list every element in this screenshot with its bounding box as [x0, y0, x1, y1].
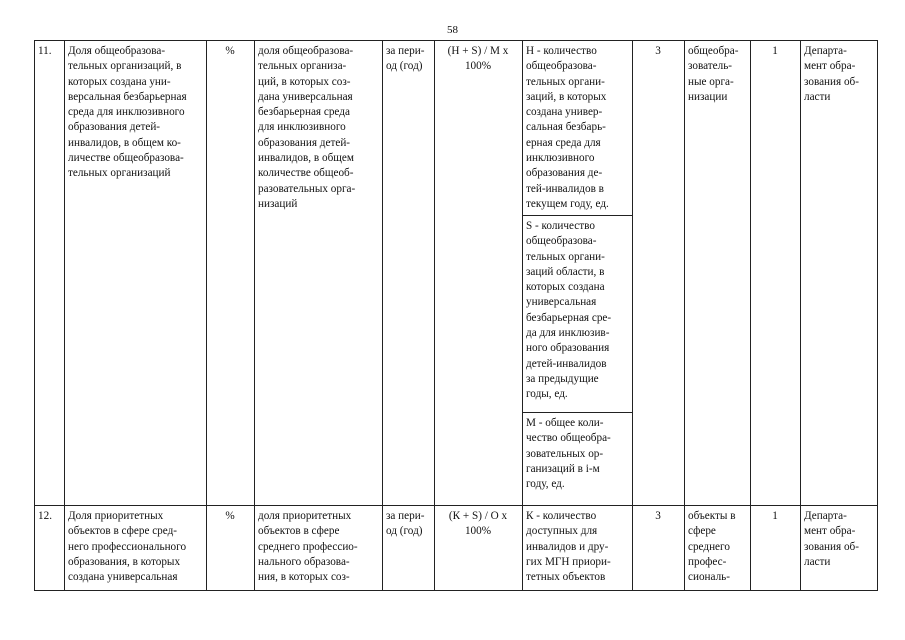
row-number: 12. — [38, 510, 52, 522]
component-divider — [522, 215, 633, 216]
indicator-name: Доля общеобразова- тельных организаций, в которых создана уни- версальная безбарьерная среда для инклюзивного образования детей- инвалидов, в общем ко- личестве общеобразова- тельных организаций — [68, 45, 187, 180]
column-border — [34, 40, 35, 590]
column-border — [800, 40, 801, 590]
indicator-definition: доля общеобразова- тельных организа- ций, в которых соз- дана универсальная безбарьерная среда для инклюзивного образования детей- инвалидов, в общем количестве общеоб- разовательных орга- низаций — [258, 45, 356, 210]
column-border — [434, 40, 435, 590]
column-border — [750, 40, 751, 590]
component-divider — [522, 412, 633, 413]
period-cell: за пери- од (год) — [386, 510, 425, 538]
unit-cell: % — [225, 45, 235, 57]
unit-cell: % — [225, 510, 235, 522]
observation-object: общеобра- зователь- ные орга- низации — [688, 45, 739, 103]
observation-object: объекты в сфере среднего профес- сиональ- — [688, 510, 736, 584]
formula-component: К - количество доступных для инвалидов и дру- гих МГН приори- тетных объектов — [526, 510, 611, 584]
formula-component: S - количество общеобразова- тельных органи- заций области, в которых создана универсальная безбарьерная сре- да для инклюзив- ного образования детей-инвалидов за предыдущие годы, ед. — [526, 220, 612, 401]
method-cell: 3 — [655, 45, 661, 57]
column-border — [522, 40, 523, 590]
responsible-body: Департа- мент обра- зования об- ласти — [804, 45, 859, 103]
column-border — [254, 40, 255, 590]
row-border — [34, 590, 878, 591]
indicator-definition: доля приоритетных объектов в сфере среднего профессио- нального образова- ния, в которых соз- — [258, 510, 358, 584]
formula-cell: (К + S) / О х 100% — [448, 510, 508, 538]
indicator-name: Доля приоритетных объектов в сфере сред- него профессионального образования, в которых создана универсальная — [68, 510, 187, 584]
column-border — [877, 40, 878, 590]
row-number: 11. — [38, 45, 52, 57]
frequency-cell: 1 — [772, 45, 778, 57]
page-number: 58 — [447, 24, 458, 36]
formula-component: Н - количество общеобразова- тельных органи- заций, в которых создана универ- сальная безбарь- ерная среда для инклюзивного образования де- тей-инвалидов в текущем году, ед. — [526, 45, 609, 210]
row-border — [34, 505, 878, 506]
responsible-body: Департа- мент обра- зования об- ласти — [804, 510, 859, 568]
formula-component: М - общее коли- чество общеобра- зовательных ор- ганизаций в i-м году, ед. — [526, 417, 611, 491]
formula-cell: (Н + S) / М х 100% — [447, 45, 509, 73]
row-border — [34, 40, 878, 41]
frequency-cell: 1 — [772, 510, 778, 522]
column-border — [64, 40, 65, 590]
method-cell: 3 — [655, 510, 661, 522]
column-border — [206, 40, 207, 590]
column-border — [382, 40, 383, 590]
column-border — [684, 40, 685, 590]
period-cell: за пери- од (год) — [386, 45, 425, 73]
column-border — [632, 40, 633, 590]
